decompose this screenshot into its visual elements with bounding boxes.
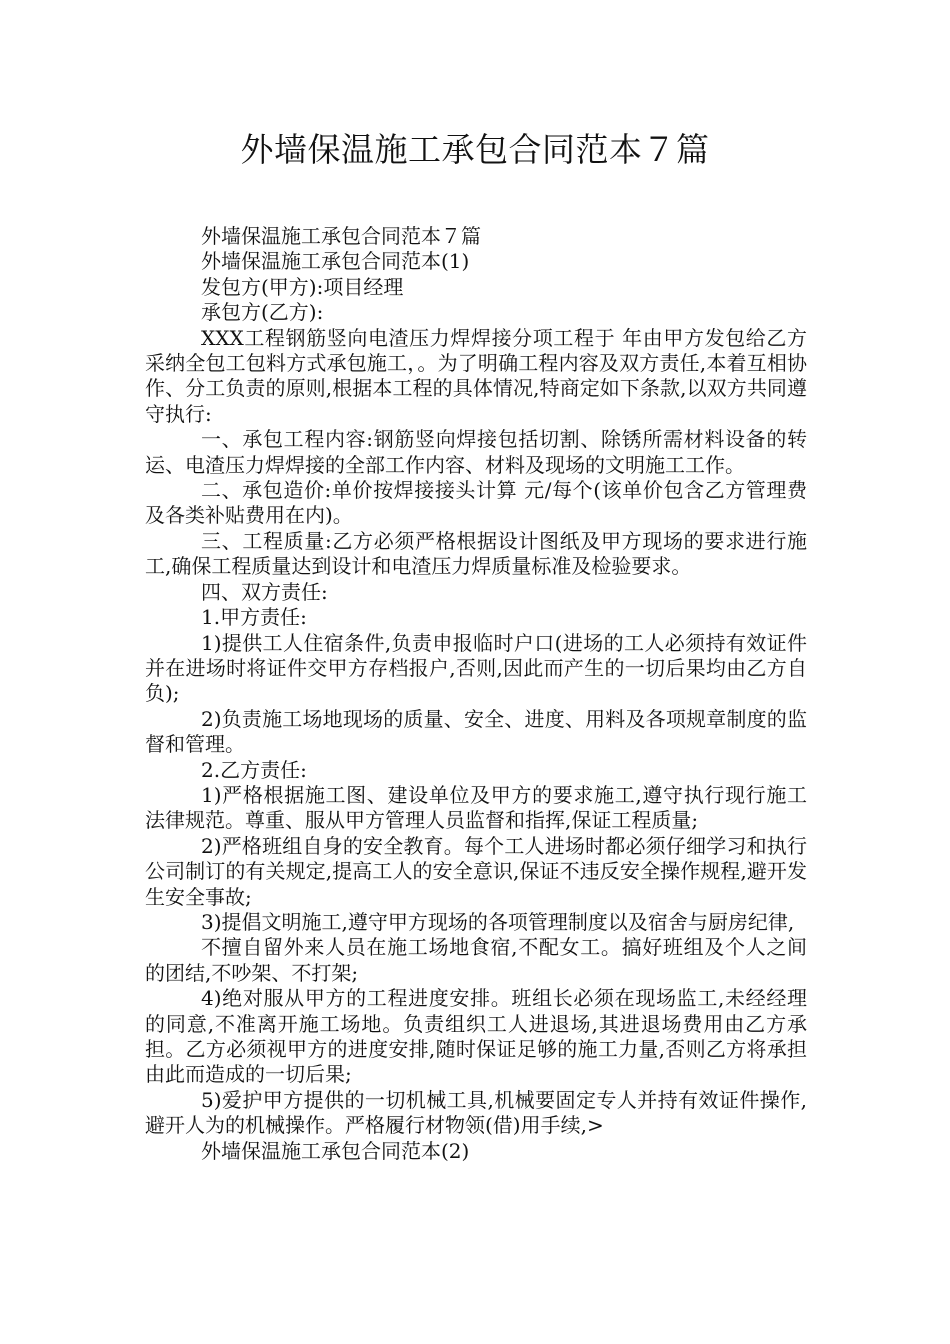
- paragraph-b-duty-3: 3)提倡文明施工,遵守甲方现场的各项管理制度以及宿舍与厨房纪律,: [201, 909, 795, 934]
- paragraph-clause-2: 二、承包造价:单价按焊接接头计算 元/每个(该单价包含乙方管理费及各类补贴费用在内)。: [145, 478, 807, 528]
- paragraph-a-duty-1: 1)提供工人住宿条件,负责申报临时户口(进场的工人必须持有效证件并在进场时将证件交甲方存档报户,否则,因此而产生的一切后果均由乙方自负);: [145, 630, 807, 706]
- paragraph-intro: XXX工程钢筋竖向电渣压力焊焊接分项工程于 年由甲方发包给乙方采纳全包工包料方式承包施工，。为了明确工程内容及双方责任,本着互相协作、分工负责的原则,根据本工程的具体情况,特商定如下条款,以双方共同遵守执行:: [145, 325, 807, 426]
- paragraph-section-2-heading: 外墙保温施工承包合同范本(2): [201, 1138, 470, 1163]
- paragraph-heading-repeat: 外墙保温施工承包合同范本７篇: [201, 224, 481, 248]
- paragraph-section-1-heading: 外墙保温施工承包合同范本(1): [201, 249, 470, 274]
- paragraph-b-duty-4: 4)绝对服从甲方的工程进度安排。班组长必须在现场监工,未经经理的同意,不准离开施工场地。负责组织工人进退场,其进退场费用由乙方承担。乙方必须视甲方的进度安排,随时保证足够的施工力量,否则乙方将承担由此而造成的一切后果;: [145, 986, 807, 1087]
- paragraph-clause-3: 三、工程质量:乙方必须严格根据设计图纸及甲方现场的要求进行施工,确保工程质量达到设计和电渣压力焊质量标准及检验要求。: [145, 528, 807, 579]
- paragraph-b-duty-3-cont: 不擅自留外来人员在施工场地食宿,不配女工。搞好班组及个人之间的团结,不吵架、不打架;: [145, 935, 807, 985]
- paragraph-b-duty-5: 5)爱护甲方提供的一切机械工具,机械要固定专人并持有效证件操作,避开人为的机械操作。严格履行材物领(借)用手续,>: [145, 1087, 807, 1138]
- document-body: [145, 224, 807, 1164]
- document-title: 外墙保温施工承包合同范本７篇: [240, 130, 710, 169]
- paragraph-b-duty-2: 2)严格班组自身的安全教育。每个工人进场时都必须仔细学习和执行公司制订的有关规定,提高工人的安全意识,保证不违反安全操作规程,避开发生安全事故;: [145, 833, 807, 909]
- paragraph-party-a: 发包方(甲方):项目经理: [201, 274, 404, 299]
- paragraph-clause-4: 四、双方责任:: [201, 579, 328, 604]
- paragraph-party-a-duties: 1.甲方责任:: [201, 605, 307, 630]
- paragraph-party-b: 承包方(乙方):: [201, 300, 324, 325]
- paragraph-clause-1: 一、承包工程内容:钢筋竖向焊接包括切割、除锈所需材料设备的转运、电渣压力焊焊接的全部工作内容、材料及现场的文明施工工作。: [145, 427, 807, 477]
- paragraph-a-duty-2: 2)负责施工场地现场的质量、安全、进度、用料及各项规章制度的监督和管理。: [145, 706, 807, 757]
- paragraph-party-b-duties: 2.乙方责任:: [201, 757, 307, 782]
- paragraph-b-duty-1: 1)严格根据施工图、建设单位及甲方的要求施工,遵守执行现行施工法律规范。尊重、服从甲方管理人员监督和指挥,保证工程质量;: [145, 782, 807, 833]
